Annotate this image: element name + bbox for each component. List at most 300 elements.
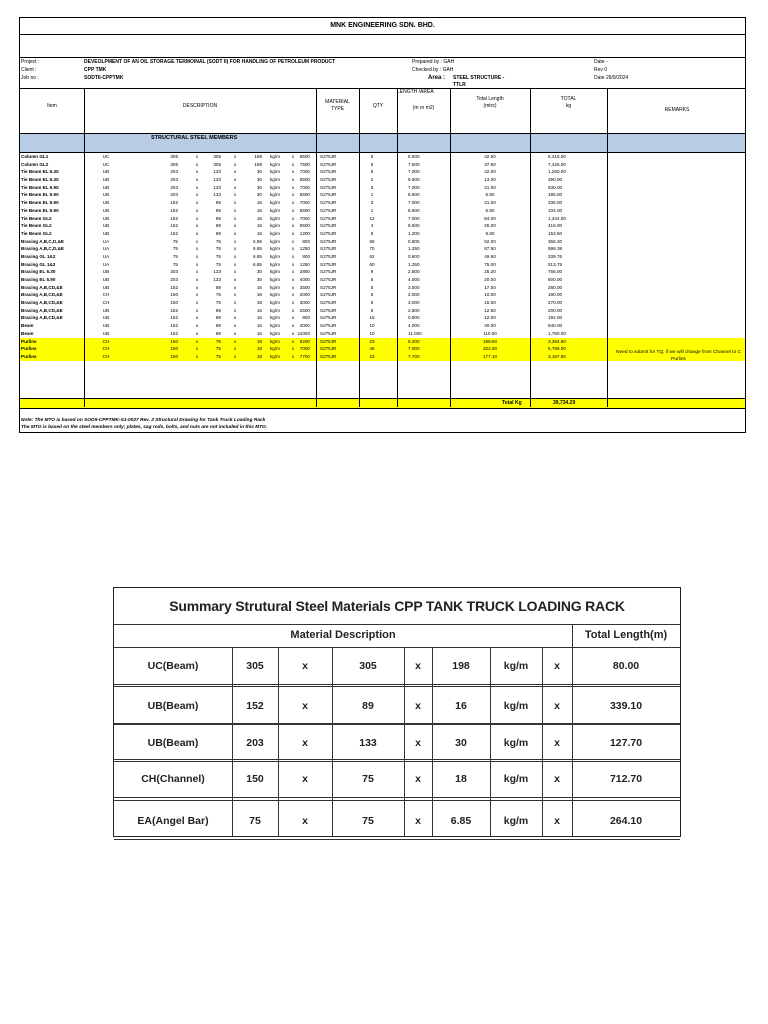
cell-type: CH [102, 346, 110, 352]
cell-la: 1.200 [408, 230, 420, 236]
cell-la: 2.500 [408, 307, 420, 313]
summary-cell-b: 75 [362, 773, 374, 785]
cell-x2: x [233, 323, 237, 329]
cell-tl: 15.00 [484, 300, 496, 306]
summary-total-header: Total Length(m) [584, 629, 668, 641]
cell-u: kg/m [270, 238, 280, 244]
summary-cell-a: 150 [246, 773, 264, 785]
divider [114, 724, 680, 725]
cell-x2: x [233, 154, 237, 159]
cell-tl: 42.00 [484, 169, 496, 175]
summary-cell-c: 30 [455, 737, 467, 749]
cell-x3: x [291, 338, 295, 344]
cell-item: Bracing A,B,C,D,&E [21, 238, 64, 244]
cell-type: UB [102, 223, 110, 229]
divider [114, 759, 680, 760]
cell-qty: 5 [370, 277, 374, 282]
cell-w: 16 [256, 330, 262, 336]
cell-tl: 21.00 [484, 200, 496, 206]
cell-x3: x [291, 284, 295, 290]
cell-w: 18 [256, 338, 262, 344]
cell-item: Bracing A,B,CD,&E [21, 300, 63, 306]
cell-u: kg/m [270, 338, 280, 344]
summary-cell-u: kg/m [503, 660, 529, 672]
cell-qty: 3 [370, 184, 374, 190]
table-row [20, 168, 745, 176]
cell-w: 16 [256, 207, 262, 213]
cell-w: 30 [256, 169, 262, 175]
cell-d2: 89 [215, 200, 221, 206]
cell-w: 30 [256, 177, 262, 183]
cell-kg: 3,394.80 [548, 338, 566, 344]
summary-cell-a: 75 [249, 815, 261, 827]
cell-type: UB [102, 284, 110, 290]
cell-type: CH [102, 292, 110, 298]
cell-qty: 65 [369, 238, 375, 244]
mto-sheet [19, 17, 746, 433]
cell-mat: S275JR [320, 253, 337, 259]
cell-mat: S275JR [320, 353, 337, 359]
cell-la: 1.250 [408, 246, 420, 252]
mto-rows [20, 153, 745, 361]
header-total-1: TOTAL [560, 96, 577, 102]
cell-qty: 9 [370, 269, 374, 275]
cell-d2: 133 [213, 277, 221, 282]
cell-x2: x [233, 253, 237, 259]
cell-la: 11.000 [408, 330, 422, 336]
cell-mat: S275JR [320, 315, 337, 321]
divider [397, 131, 398, 407]
cell-item: Beam [21, 323, 34, 329]
summary-cell-x3: x [554, 700, 560, 712]
cell-d1: 203 [170, 169, 178, 175]
cell-d1: 152 [170, 330, 178, 336]
table-row [20, 268, 745, 276]
summary-material-header: Material Description [290, 629, 396, 641]
cell-d1: 75 [172, 261, 178, 267]
cell-tl: 21.00 [484, 184, 496, 190]
cell-la: 2.800 [408, 269, 420, 275]
cell-d2: 89 [215, 284, 221, 290]
area-value-2: TTLR [453, 82, 466, 88]
cell-d2: 75 [215, 253, 221, 259]
cell-u: kg/m [270, 161, 280, 167]
cell-u: kg/m [270, 169, 280, 175]
summary-cell-u: kg/m [503, 700, 529, 712]
cell-d2: 89 [215, 307, 221, 313]
summary-cell-x1: x [302, 660, 308, 672]
cell-item: Tie Beam EL 5.90 [21, 192, 59, 198]
cell-x2: x [233, 292, 237, 298]
cell-kg: 339.76 [548, 253, 563, 259]
summary-cell-name: UB(Beam) [147, 737, 199, 749]
summary-cell-total: 264.10 [609, 815, 643, 827]
cell-x3: x [291, 307, 295, 313]
cell-u: kg/m [270, 300, 280, 306]
cell-d2: 75 [215, 353, 221, 359]
cell-qty: 4 [370, 223, 374, 229]
cell-w: 16 [256, 323, 262, 329]
cell-kg: 180.00 [548, 292, 563, 298]
cell-x1: x [195, 300, 199, 306]
cell-d1: 150 [170, 346, 178, 352]
divider [490, 647, 491, 836]
table-row [20, 245, 745, 253]
cell-u: kg/m [270, 154, 280, 159]
cell-mat: S275JR [320, 192, 337, 198]
cell-d2: 89 [215, 223, 221, 229]
summary-cell-b: 133 [359, 737, 377, 749]
summary-cell-total: 80.00 [612, 660, 640, 672]
rev: Rev 0 [594, 67, 608, 73]
cell-la: 7.000 [408, 215, 420, 221]
cell-u: kg/m [270, 307, 280, 313]
cell-item: Tie Beam EL 5.30 [21, 169, 59, 175]
cell-kg: 513.75 [548, 261, 563, 267]
cell-tl: 42.50 [484, 154, 496, 159]
summary-cell-c: 18 [455, 773, 467, 785]
header-length-unit: (m or m2) [412, 105, 435, 111]
cell-x1: x [195, 200, 199, 206]
divider [114, 797, 680, 798]
cell-d1: 75 [172, 246, 178, 252]
cell-len: 7000 [299, 184, 310, 190]
cell-la: 0.800 [408, 315, 420, 321]
cell-la: 2.000 [408, 292, 420, 298]
divider [404, 647, 405, 836]
cell-qty: 1 [370, 207, 374, 213]
divider [114, 800, 680, 801]
cell-x1: x [195, 246, 199, 252]
cell-d2: 89 [215, 215, 221, 221]
divider [332, 647, 333, 836]
cell-d2: 75 [215, 238, 221, 244]
cell-w: 16 [256, 200, 262, 206]
cell-kg: 1,344.00 [548, 215, 566, 221]
cell-len: 1200 [299, 230, 310, 236]
table-row [20, 199, 745, 207]
divider [84, 89, 85, 133]
summary-cell-name: UC(Beam) [147, 660, 199, 672]
table-row [20, 261, 745, 269]
table-row [20, 176, 745, 184]
cell-u: kg/m [270, 253, 280, 259]
cell-len: 2800 [299, 269, 310, 275]
cell-item: Bracing A,B,CD,&E [21, 292, 63, 298]
summary-cell-b: 75 [362, 815, 374, 827]
cell-kg: 5,796.00 [548, 346, 566, 352]
cell-la: 7.000 [408, 169, 420, 175]
cell-qty: 1 [370, 192, 374, 198]
table-row [20, 161, 745, 169]
cell-item: Tie Beam EL 5.90 [21, 200, 59, 206]
cell-qty: 5 [370, 300, 374, 306]
cell-w: 30 [256, 184, 262, 190]
cell-d1: 152 [170, 307, 178, 313]
cell-d2: 133 [213, 169, 221, 175]
table-row [20, 307, 745, 315]
cell-u: kg/m [270, 215, 280, 221]
cell-item: Bracing GL 1&2 [21, 253, 56, 259]
checked-by: Checked by : GAH [412, 67, 454, 73]
cell-tl: 10.00 [484, 292, 496, 298]
cell-len: 7000 [299, 169, 310, 175]
cell-la: 0.800 [408, 253, 420, 259]
cell-type: UB [102, 269, 110, 275]
cell-qty: 10 [369, 330, 375, 336]
cell-w: 6.85 [253, 253, 262, 259]
cell-u: kg/m [270, 292, 280, 298]
cell-la: 6.500 [408, 223, 420, 229]
cell-w: 16 [256, 307, 262, 313]
cell-tl: 17.50 [484, 284, 496, 290]
cell-mat: S275JR [320, 300, 337, 306]
cell-u: kg/m [270, 353, 280, 359]
summary-cell-u: kg/m [503, 815, 529, 827]
cell-x2: x [233, 246, 237, 252]
cell-x3: x [291, 169, 295, 175]
divider [114, 761, 680, 762]
cell-la: 4.000 [408, 277, 420, 282]
cell-item: Bracing A,B,C,D,&E [21, 246, 64, 252]
cell-qty: 23 [369, 353, 375, 359]
table-row [20, 191, 745, 199]
cell-mat: S275JR [320, 215, 337, 221]
cell-d1: 152 [170, 223, 178, 229]
cell-x3: x [291, 230, 295, 236]
project-label: Project : [21, 59, 40, 65]
summary-cell-a: 152 [246, 700, 264, 712]
cell-x1: x [195, 292, 199, 298]
cell-qty: 5 [370, 292, 374, 298]
summary-cell-x3: x [554, 737, 560, 749]
cell-x2: x [233, 230, 237, 236]
cell-x1: x [195, 346, 199, 352]
cell-len: 1250 [299, 246, 310, 252]
cell-x3: x [291, 215, 295, 221]
cell-x2: x [233, 200, 237, 206]
header-total-2: kg [565, 103, 572, 109]
cell-len: 800 [302, 238, 310, 244]
summary-cell-x3: x [554, 660, 560, 672]
cell-qty: 23 [369, 338, 375, 344]
prepared-by: Prepared by : GAH [412, 59, 455, 65]
cell-x3: x [291, 154, 295, 159]
table-row [20, 322, 745, 330]
section-band [20, 134, 745, 153]
divider [359, 131, 360, 407]
cell-item: Bracing A,B,CD,&E [21, 315, 63, 321]
cell-kg: 1,260.00 [548, 169, 566, 175]
divider [359, 89, 360, 133]
cell-item: Purlins [21, 346, 37, 352]
cell-w: 16 [256, 230, 262, 236]
cell-u: kg/m [270, 230, 280, 236]
cell-len: 6500 [299, 192, 310, 198]
cell-item: Tie Beam GL2 [21, 223, 52, 229]
cell-x1: x [195, 261, 199, 267]
cell-w: 6.85 [253, 238, 262, 244]
cell-mat: S275JR [320, 269, 337, 275]
cell-d1: 203 [170, 269, 178, 275]
cell-x3: x [291, 330, 295, 336]
cell-d2: 89 [215, 323, 221, 329]
cell-la: 7.700 [408, 353, 420, 359]
cell-x2: x [233, 215, 237, 221]
cell-d2: 89 [215, 330, 221, 336]
cell-tl: 49.60 [484, 253, 496, 259]
cell-w: 30 [256, 277, 262, 282]
divider [432, 647, 433, 836]
summary-title: Summary Strutural Steel Materials CPP TANK TRUCK LOADING RACK [169, 598, 625, 614]
cell-x1: x [195, 277, 199, 282]
cell-type: CH [102, 338, 110, 344]
cell-w: 16 [256, 284, 262, 290]
cell-x3: x [291, 315, 295, 321]
cell-x1: x [195, 238, 199, 244]
cell-la: 7.000 [408, 184, 420, 190]
cell-len: 7700 [299, 353, 310, 359]
cell-d2: 89 [215, 315, 221, 321]
summary-cell-b: 89 [362, 700, 374, 712]
total-label: Total Kg [502, 400, 522, 406]
cell-d1: 203 [170, 192, 178, 198]
cell-x3: x [291, 323, 295, 329]
cell-qty: 6 [370, 169, 374, 175]
cell-len: 8500 [299, 154, 310, 159]
cell-type: UA [102, 246, 110, 252]
cell-d1: 203 [170, 177, 178, 183]
cell-la: 6.500 [408, 192, 420, 198]
cell-mat: S275JR [320, 207, 337, 213]
area-value-1: STEEL STRUCTURE - [453, 75, 505, 81]
cell-d2: 75 [215, 261, 221, 267]
cell-len: 6500 [299, 223, 310, 229]
cell-mat: S275JR [320, 307, 337, 313]
cell-u: kg/m [270, 261, 280, 267]
cell-mat: S275JR [320, 246, 337, 252]
cell-w: 16 [256, 215, 262, 221]
cell-la: 7.500 [408, 161, 420, 167]
divider [316, 131, 317, 407]
summary-cell-x2: x [415, 660, 421, 672]
summary-cell-x1: x [302, 700, 308, 712]
cell-x2: x [233, 330, 237, 336]
cell-item: Purlins [21, 353, 37, 359]
cell-x1: x [195, 269, 199, 275]
cell-tl: 52.00 [484, 238, 496, 244]
cell-len: 7000 [299, 346, 310, 352]
summary-table [113, 587, 681, 837]
cell-kg: 640.00 [548, 323, 563, 329]
divider [114, 684, 680, 685]
header-total-length-1: Total Length [476, 96, 504, 102]
table-row [20, 276, 745, 284]
date-label: Date - [594, 59, 608, 65]
header-remarks: REMARKS [664, 107, 690, 113]
cell-kg: 195.00 [548, 192, 563, 198]
total-value: 39,734.29 [553, 400, 576, 406]
cell-item: Tie Beam GL2 [21, 230, 52, 236]
cell-mat: S275JR [320, 161, 337, 167]
cell-x1: x [195, 215, 199, 221]
cell-kg: 104.00 [548, 207, 563, 213]
cell-mat: S275JR [320, 261, 337, 267]
cell-x2: x [233, 277, 237, 282]
divider [114, 624, 680, 625]
cell-la: 3.000 [408, 300, 420, 306]
cell-x1: x [195, 207, 199, 213]
cell-item: Column GL2 [21, 161, 49, 167]
summary-cell-name: CH(Channel) [141, 773, 205, 785]
cell-u: kg/m [270, 330, 280, 336]
cell-kg: 192.00 [548, 315, 563, 321]
cell-x3: x [291, 246, 295, 252]
cell-type: UB [102, 315, 110, 321]
cell-x1: x [195, 315, 199, 321]
cell-kg: 153.60 [548, 230, 563, 236]
cell-x3: x [291, 261, 295, 267]
summary-cell-total: 127.70 [609, 737, 643, 749]
area-label: Area : [428, 75, 446, 81]
cell-x3: x [291, 346, 295, 352]
cell-u: kg/m [270, 323, 280, 329]
table-row [20, 153, 745, 161]
divider [607, 131, 608, 407]
cell-type: UB [102, 307, 110, 313]
cell-x2: x [233, 307, 237, 313]
cell-tl: 37.50 [484, 161, 496, 167]
cell-d1: 150 [170, 353, 178, 359]
cell-mat: S275JR [320, 177, 337, 183]
total-band [20, 398, 745, 409]
cell-u: kg/m [270, 200, 280, 206]
cell-qty: 3 [370, 200, 374, 206]
cell-x1: x [195, 169, 199, 175]
summary-cell-u: kg/m [503, 737, 529, 749]
job-value: SODTII-CPPTMK [84, 75, 124, 81]
note-1: Note: The MTO is based on SODII-CPPTMK-S1-0027 Rev. 2 Structural Drawing for Tank Truck Loading Rack [21, 418, 266, 423]
cell-qty: 46 [369, 346, 375, 352]
summary-cell-total: 339.10 [609, 700, 643, 712]
cell-kg: 200.00 [548, 307, 563, 313]
header-material-1: MATERIAL [325, 99, 350, 105]
cell-type: UB [102, 207, 110, 213]
cell-d1: 203 [170, 184, 178, 190]
cell-w: 16 [256, 315, 262, 321]
header-total-length-2: (mtrs) [483, 103, 497, 109]
summary-cell-x1: x [302, 773, 308, 785]
summary-cell-c: 16 [455, 700, 467, 712]
cell-len: 3000 [299, 300, 310, 306]
table-row [20, 253, 745, 261]
cell-kg: 600.00 [548, 277, 563, 282]
cell-tl: 188.60 [482, 338, 498, 344]
cell-w: 30 [256, 192, 262, 198]
cell-tl: 9.60 [485, 230, 495, 236]
summary-cell-x3: x [554, 815, 560, 827]
client-value: CPP TMK [84, 67, 107, 73]
cell-la: 0.800 [408, 238, 420, 244]
divider [542, 647, 543, 836]
cell-x1: x [195, 161, 199, 167]
summary-cell-total: 712.70 [609, 773, 643, 785]
cell-x1: x [195, 154, 199, 159]
cell-d1: 150 [170, 300, 178, 306]
cell-type: UB [102, 184, 110, 190]
cell-x3: x [291, 177, 295, 183]
cell-x2: x [233, 192, 237, 198]
